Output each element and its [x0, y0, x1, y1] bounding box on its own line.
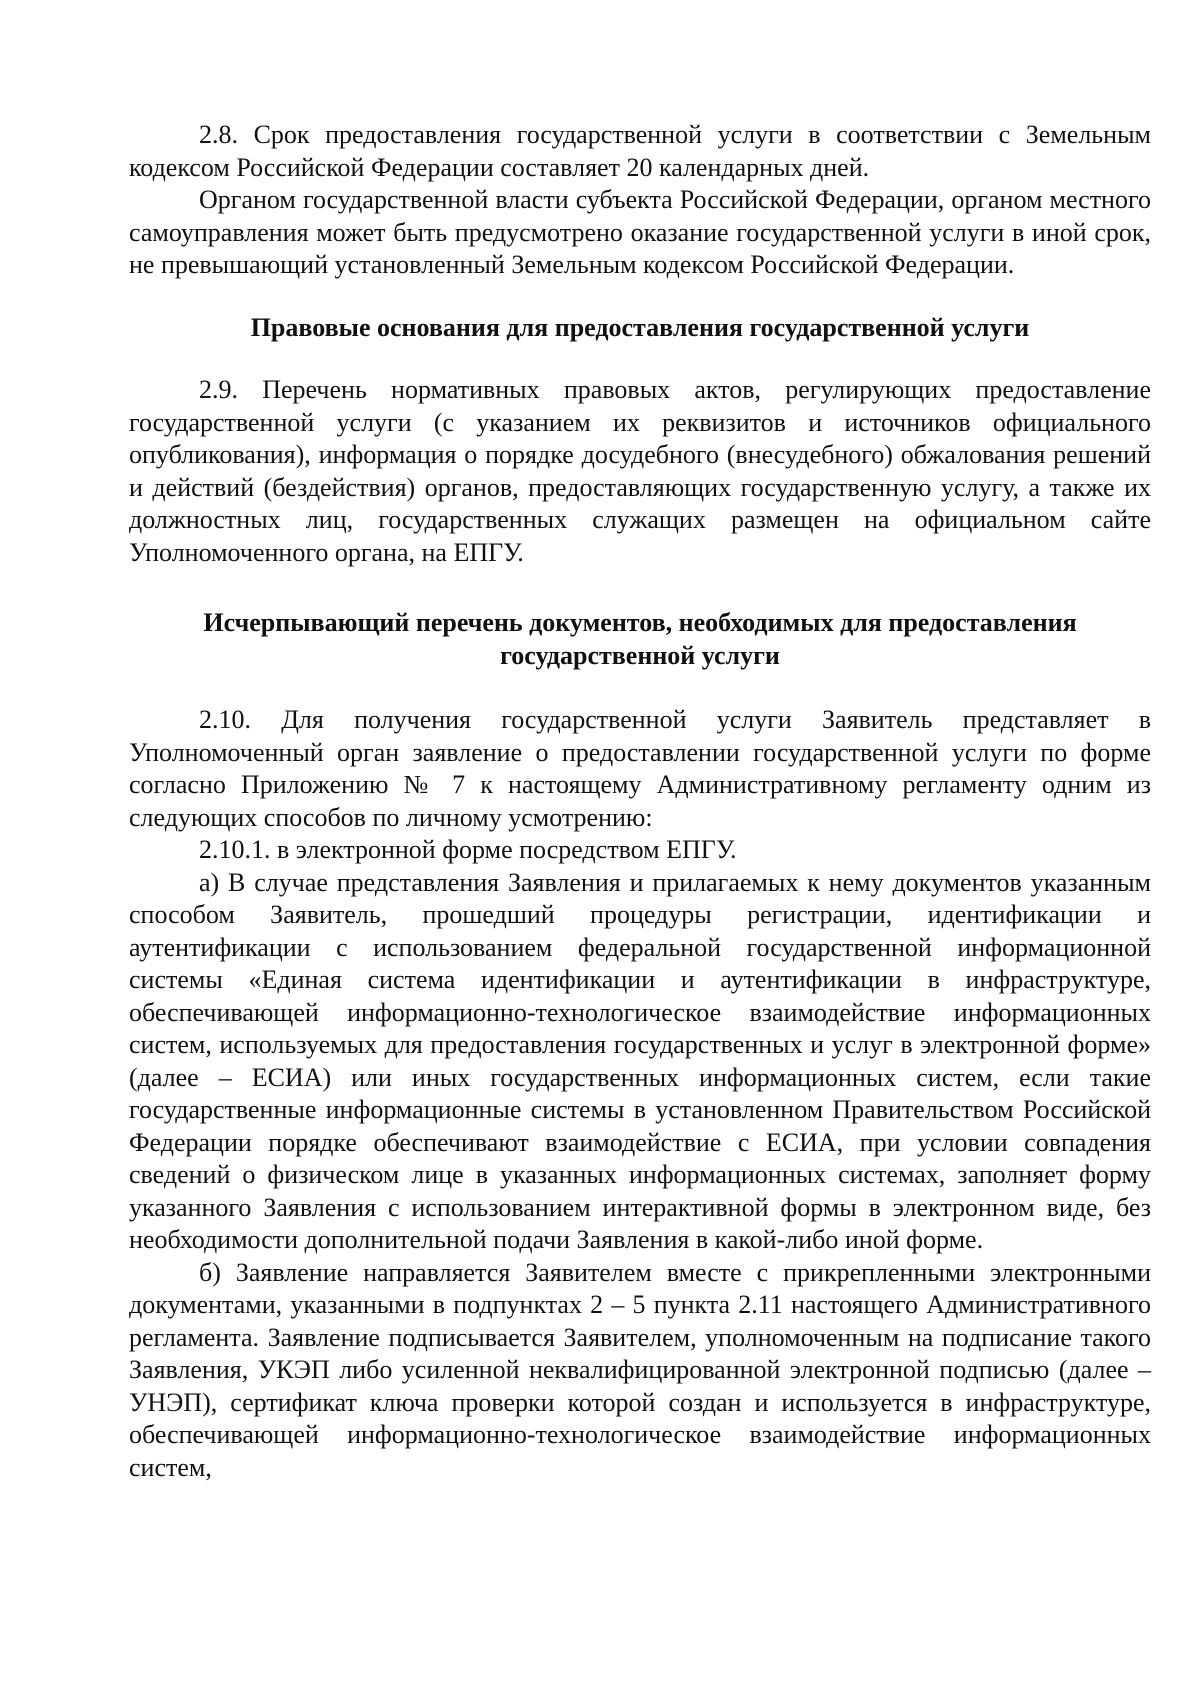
paragraph-2-8: 2.8. Срок предоставления государственной услуги в соответствии с Земельным кодексом Российской Федерации составляет 20 календарных дней. [129, 120, 1151, 182]
paragraph-2-8-authority: Органом государственной власти субъекта Российской Федерации, органом местного самоуправления может быть предусмотрено оказание государственной услуги в иной срок, не превышающий установленный Земельным кодексом Российской Федерации. [129, 185, 1151, 279]
paragraph-2-10-1: 2.10.1. в электронной форме посредством ЕПГУ. [199, 835, 737, 864]
paragraph-2-10: 2.10. Для получения государственной услуги Заявитель представляет в Уполномоченный орган заявление о предоставлении государственной услуги по форме согласно Приложению № 7 к настоящему Административному регламенту одним из следующих способов по личному усмотрению: [129, 705, 1151, 832]
paragraph-2-9: 2.9. Перечень нормативных правовых актов, регулирующих предоставление государственной услуги (с указанием их реквизитов и источников официального опубликования), информация о порядке досудебного (внесудебного) обжалования решений и действий (бездействия) органов, предоставляющих государственную услугу, а также их должностных лиц, государственных служащих размещен на официальном сайте Уполномоченного органа, на ЕПГУ. [129, 375, 1151, 567]
paragraph-a: а) В случае представления Заявления и прилагаемых к нему документов указанным способом Заявитель, прошедший процедуры регистрации, идентификации и аутентификации с использованием федеральной государственной информационной системы «Единая система идентификации и аутентификации в инфраструктуре, обеспечивающей информационно-технологическое взаимодействие информационных систем, используемых для предоставления государственных и услуг в электронной форме» (далее – ЕСИА) или иных государственных информационных систем, если такие государственные информационные системы в установленном Правительством Российской Федерации порядке обеспечивают взаимодействие с ЕСИА, при условии совпадения сведений о физическом лице в указанных информационных системах, заполняет форму указанного Заявления с использованием интерактивной формы в электронном виде, без необходимости дополнительной подачи Заявления в какой-либо иной форме. [129, 867, 1151, 1254]
section-heading-documents: Исчерпывающий перечень документов, необходимых для предоставления государственной услуги [203, 608, 1077, 670]
section-heading-legal-basis: Правовые основания для предоставления государственной услуги [250, 312, 1030, 342]
document-body [129, 119, 1151, 1484]
paragraph-b: б) Заявление направляется Заявителем вместе с прикрепленными электронными документами, указанными в подпунктах 2 – 5 пункта 2.11 настоящего Административного регламента. Заявление подписывается Заявителем, уполномоченным на подписание такого Заявления, УКЭП либо усиленной неквалифицированной электронной подписью (далее – УНЭП), сертификат ключа проверки которой создан и используется в инфраструктуре, обеспечивающей информационно-технологическое взаимодействие информационных систем, [129, 1257, 1151, 1482]
